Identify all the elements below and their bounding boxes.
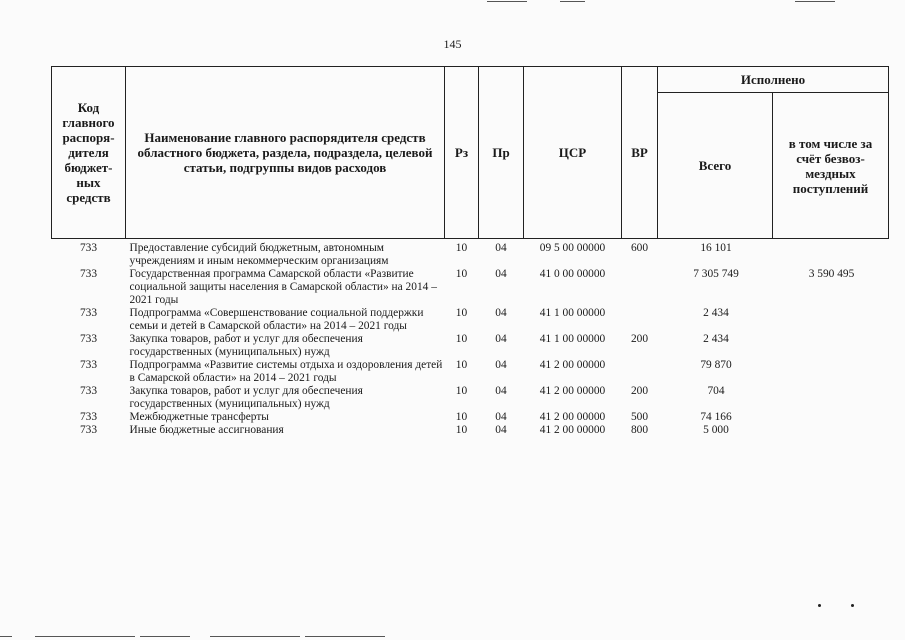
row-name: Предоставление субсидий бюджетным, автономным учреждениям и иным некоммерческим организациям [129, 242, 389, 267]
row-vr: 800 [630, 424, 649, 436]
row-rz: 10 [455, 359, 468, 371]
row-csr: 41 1 00 00000 [539, 333, 606, 345]
header-csr: ЦСР [524, 67, 622, 239]
header-pr: Пр [479, 67, 524, 239]
row-grants: 3 590 495 [808, 268, 855, 280]
row-csr: 41 0 00 00000 [539, 268, 606, 280]
header-total: Всего [658, 93, 773, 239]
row-rz: 10 [455, 411, 468, 423]
row-code: 733 [79, 359, 98, 371]
scan-line [35, 636, 135, 637]
page-number: 145 [443, 37, 462, 51]
budget-table [51, 66, 889, 437]
row-csr: 41 2 00 00000 [539, 359, 606, 371]
row-code: 733 [79, 268, 98, 280]
scan-line [0, 636, 12, 637]
row-csr: 41 2 00 00000 [539, 385, 606, 397]
row-vr: 200 [630, 333, 649, 345]
row-csr: 41 1 00 00000 [539, 307, 606, 319]
scan-dot [818, 604, 821, 607]
row-pr: 04 [495, 307, 507, 319]
row-total: 2 434 [703, 333, 729, 345]
row-rz: 10 [455, 424, 468, 436]
row-csr: 41 2 00 00000 [539, 424, 606, 436]
row-grants [773, 424, 889, 437]
row-rz: 10 [455, 385, 468, 397]
row-csr: 41 2 00 00000 [539, 411, 606, 423]
scan-line [560, 1, 585, 2]
row-name: Межбюджетные трансферты [129, 411, 269, 423]
row-total: 5 000 [703, 424, 729, 436]
row-name: Государственная программа Самарской области «Развитие социальной защиты населения в Самарской области» на 2014 – 2021 годы [129, 268, 437, 306]
row-pr: 04 [495, 359, 507, 371]
row-total: 74 166 [700, 411, 732, 423]
row-pr: 04 [495, 242, 507, 254]
row-code: 733 [79, 333, 98, 345]
row-vr: 200 [630, 385, 649, 397]
table-row [52, 359, 889, 385]
table-body [52, 239, 889, 438]
row-rz: 10 [455, 268, 468, 280]
row-grants [773, 239, 889, 269]
table-row [52, 268, 889, 307]
row-total: 79 870 [700, 359, 732, 371]
scan-line [795, 1, 835, 2]
table-row [52, 411, 889, 424]
row-vr [622, 307, 658, 333]
row-total: 7 305 749 [693, 268, 739, 280]
row-name: Закупка товаров, работ и услуг для обеспечения государственных (муниципальных) нужд [129, 333, 363, 358]
row-code: 733 [79, 424, 98, 436]
row-grants [773, 385, 889, 411]
row-pr: 04 [495, 424, 507, 436]
header-executed: Исполнено [658, 67, 889, 93]
header-rz: Рз [445, 67, 479, 239]
row-vr: 600 [630, 242, 649, 254]
scan-line [140, 636, 190, 637]
row-pr: 04 [495, 333, 507, 345]
header-name: Наименование главного распорядителя средств областного бюджета, раздела, подраздела, целевой статьи, подгруппы видов расходов [126, 67, 445, 239]
scan-line [487, 1, 527, 2]
row-rz: 10 [455, 242, 468, 254]
row-pr: 04 [495, 411, 507, 423]
table-row [52, 239, 889, 269]
row-total: 16 101 [700, 242, 732, 254]
row-vr [622, 268, 658, 307]
row-total: 704 [707, 385, 725, 397]
scan-line [305, 636, 385, 637]
table-row [52, 333, 889, 359]
row-pr: 04 [495, 385, 507, 397]
row-csr: 09 5 00 00000 [539, 242, 606, 254]
table-row [52, 307, 889, 333]
row-pr: 04 [495, 268, 507, 280]
row-grants [773, 411, 889, 424]
row-rz: 10 [455, 333, 468, 345]
row-total: 2 434 [703, 307, 729, 319]
row-vr: 500 [630, 411, 649, 423]
row-code: 733 [79, 242, 98, 254]
table-row [52, 385, 889, 411]
header-vr: ВР [622, 67, 658, 239]
header-code: Код главного распоря-дителя бюджет-ных средств [52, 67, 126, 239]
table-row [52, 424, 889, 437]
row-vr [622, 359, 658, 385]
row-name: Подпрограмма «Совершенствование социальной поддержки семьи и детей в Самарской области» на 2014 – 2021 годы [129, 307, 424, 332]
row-code: 733 [79, 385, 98, 397]
row-code: 733 [79, 307, 98, 319]
row-grants [773, 307, 889, 333]
scan-dot [851, 604, 854, 607]
row-name: Подпрограмма «Развитие системы отдыха и оздоровления детей в Самарской области» на 2014 – 2021 годы [129, 359, 443, 384]
scan-line [210, 636, 300, 637]
row-grants [773, 359, 889, 385]
header-incl-grants: в том числе за счёт безвоз-мездных поступлений [773, 93, 889, 239]
row-name: Закупка товаров, работ и услуг для обеспечения государственных (муниципальных) нужд [129, 385, 363, 410]
row-grants [773, 333, 889, 359]
row-code: 733 [79, 411, 98, 423]
row-rz: 10 [455, 307, 468, 319]
row-name: Иные бюджетные ассигнования [129, 424, 284, 436]
